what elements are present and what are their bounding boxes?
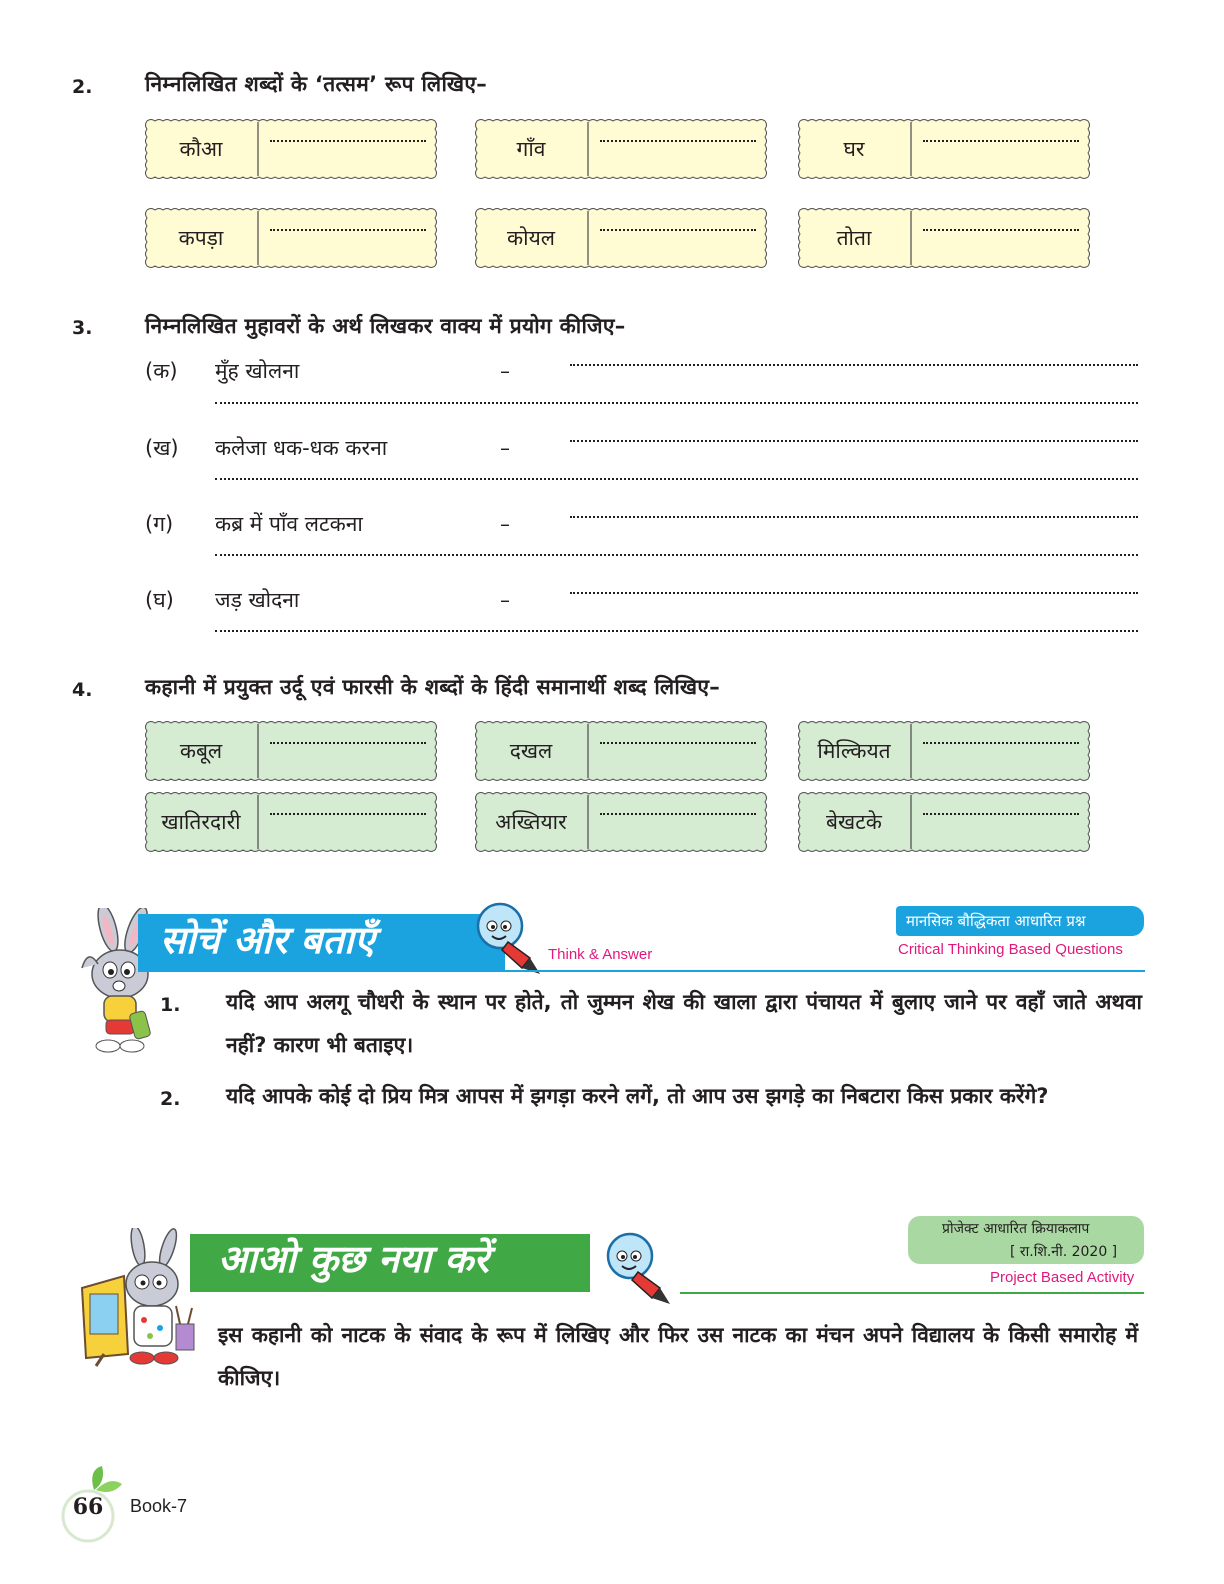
- answer-line[interactable]: [570, 364, 1138, 366]
- dash: –: [500, 436, 510, 460]
- project-tag-english: Project Based Activity: [990, 1269, 1135, 1286]
- answer-line[interactable]: [600, 732, 756, 744]
- think-tag-hindi: मानसिक बौद्धिकता आधारित प्रश्न: [906, 912, 1086, 930]
- think-divider: [505, 970, 1145, 972]
- word: मिल्कियत: [817, 739, 891, 763]
- answer-line[interactable]: [270, 219, 426, 231]
- think-subtitle: Think & Answer: [548, 946, 653, 963]
- word-box: [144, 791, 438, 853]
- pencil-mascot-icon: [468, 896, 548, 976]
- think-banner-title: सोचें और बताएँ: [160, 917, 375, 962]
- answer-line[interactable]: [600, 219, 756, 231]
- idiom-item: [145, 586, 299, 614]
- answer-line[interactable]: [215, 630, 1138, 632]
- dash: –: [500, 359, 510, 383]
- project-text: इस कहानी को नाटक के संवाद के रूप में लिखिए और फिर उस नाटक का मंचन अपने विद्यालय के किसी समारोह में कीजिए।: [218, 1323, 1138, 1390]
- word-box: [797, 720, 1091, 782]
- answer-line[interactable]: [600, 803, 756, 815]
- think-tag-english: Critical Thinking Based Questions: [898, 941, 1123, 958]
- word-box: [797, 207, 1091, 269]
- question-number: 4.: [72, 679, 93, 701]
- dash: –: [500, 512, 510, 536]
- word-box: [474, 118, 768, 180]
- word-box: [474, 207, 768, 269]
- answer-line[interactable]: [215, 478, 1138, 480]
- word: कौआ: [179, 137, 223, 161]
- page-number: 66: [72, 1494, 104, 1520]
- word-box: [474, 791, 768, 853]
- project-banner-title: आओ कुछ नया करें: [218, 1236, 489, 1281]
- word-box: [797, 791, 1091, 853]
- question-title: कहानी में प्रयुक्त उर्दू एवं फारसी के शब्दों के हिंदी समानार्थी शब्द लिखिए–: [145, 675, 721, 699]
- word: अख्तियार: [495, 810, 567, 834]
- dash: –: [500, 588, 510, 612]
- idiom-label: (ख): [145, 436, 179, 460]
- word: तोता: [836, 226, 872, 250]
- word: कपड़ा: [178, 226, 224, 250]
- answer-line[interactable]: [570, 440, 1138, 442]
- idiom-label: (घ): [145, 588, 174, 612]
- word: दखल: [509, 739, 553, 763]
- word: कबूल: [179, 739, 223, 763]
- answer-line[interactable]: [270, 732, 426, 744]
- answer-line[interactable]: [215, 554, 1138, 556]
- answer-line[interactable]: [923, 219, 1079, 231]
- word: बेखटके: [826, 810, 882, 834]
- word: गाँव: [516, 137, 546, 161]
- word-box: [797, 118, 1091, 180]
- word: खातिरदारी: [161, 810, 241, 834]
- answer-line[interactable]: [215, 402, 1138, 404]
- idiom-item: [145, 434, 387, 462]
- idiom-text: मुँह खोलना: [215, 359, 300, 383]
- answer-line[interactable]: [270, 803, 426, 815]
- question-number: 2.: [72, 76, 93, 98]
- idiom-label: (क): [145, 359, 178, 383]
- idiom-item: [145, 357, 299, 385]
- word: कोयल: [507, 226, 555, 250]
- word-box: [474, 720, 768, 782]
- idiom-text: कब्र में पाँव लटकना: [215, 512, 363, 536]
- question-number: 3.: [72, 317, 93, 339]
- project-tag-ref: [ रा.शि.नी. 2020 ]: [1010, 1244, 1118, 1260]
- idiom-text: जड़ खोदना: [215, 588, 300, 612]
- question-number: 2.: [160, 1088, 181, 1110]
- idiom-item: [145, 510, 363, 538]
- answer-line[interactable]: [923, 803, 1079, 815]
- pencil-mascot-icon: [598, 1226, 678, 1306]
- answer-line[interactable]: [600, 130, 756, 142]
- answer-line[interactable]: [570, 516, 1138, 518]
- book-label: Book-7: [130, 1496, 188, 1516]
- answer-line[interactable]: [570, 592, 1138, 594]
- word-box: [144, 118, 438, 180]
- project-divider: [680, 1292, 1144, 1294]
- think-question: यदि आप अलगू चौधरी के स्थान पर होते, तो जुम्मन शेख की खाला द्वारा पंचायत में बुलाए जाने पर वहाँ जाते अथवा नहीं? कारण भी बताइए।: [226, 990, 1142, 1057]
- idiom-label: (ग): [145, 512, 174, 536]
- word-box: [144, 720, 438, 782]
- project-tag-hindi: प्रोजेक्ट आधारित क्रियाकलाप: [942, 1221, 1090, 1237]
- word-box: [144, 207, 438, 269]
- idiom-text: कलेजा धक-धक करना: [215, 436, 388, 460]
- word: घर: [843, 137, 865, 161]
- question-number: 1.: [160, 994, 181, 1016]
- question-title: निम्नलिखित शब्दों के ‘तत्सम’ रूप लिखिए–: [145, 72, 488, 96]
- rabbit-painter-illustration: [76, 1228, 200, 1368]
- think-question: यदि आपके कोई दो प्रिय मित्र आपस में झगड़ा करने लगें, तो आप उस झगड़े का निबटारा किस प्रकार करेंगे?: [226, 1084, 1049, 1108]
- question-title: निम्नलिखित मुहावरों के अर्थ लिखकर वाक्य में प्रयोग कीजिए–: [145, 314, 626, 338]
- answer-line[interactable]: [270, 130, 426, 142]
- answer-line[interactable]: [923, 732, 1079, 744]
- answer-line[interactable]: [923, 130, 1079, 142]
